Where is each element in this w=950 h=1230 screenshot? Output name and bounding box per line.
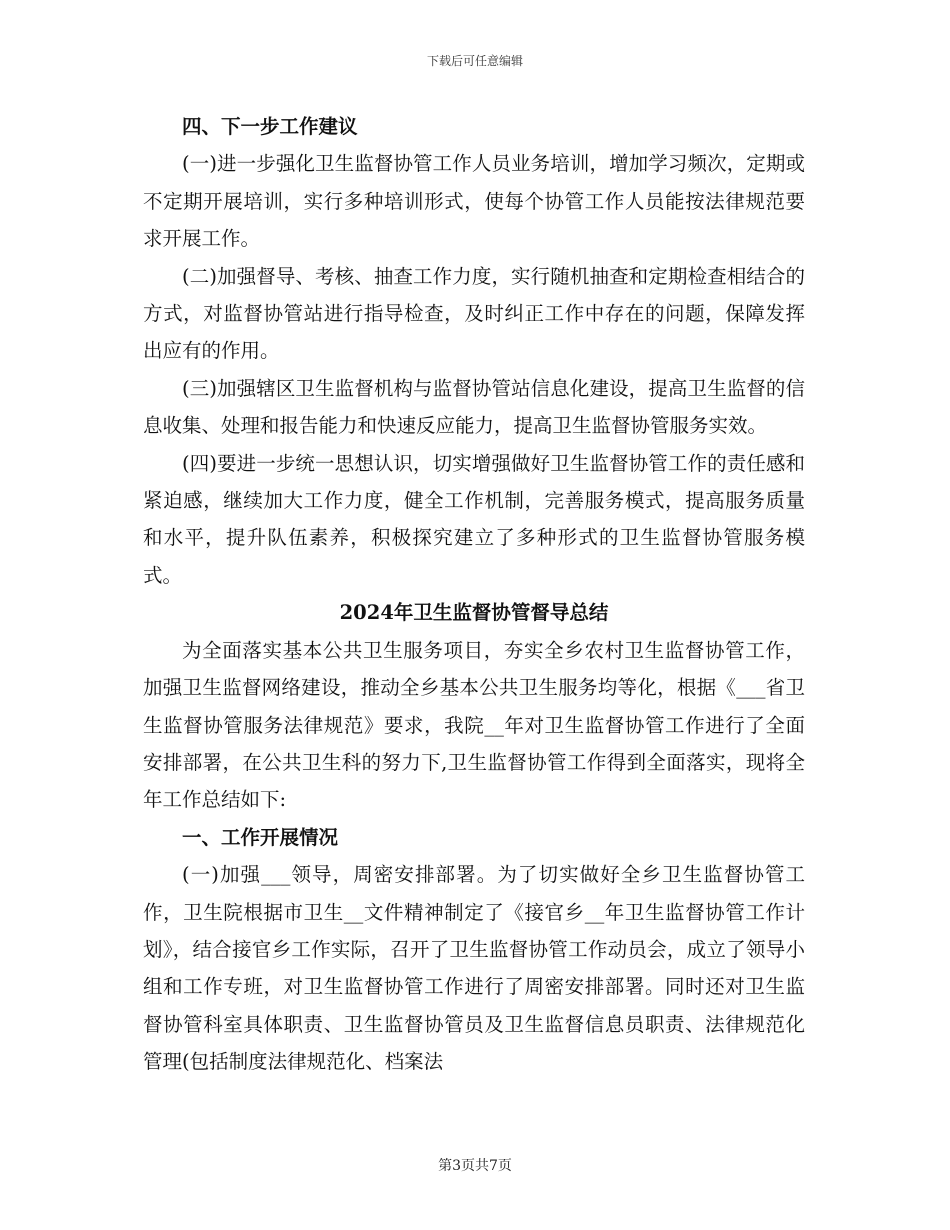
page-header: 下载后可任意编辑 (426, 54, 523, 68)
section4-paragraph-4: (四)要进一步统一思想认识，切实增强做好卫生监督协管工作的责任感和紧迫感，继续加大工作力度，健全工作机制，完善服务模式，提高服务质量和水平，提升队伍素养，积极探究建立了多种形式的卫生监督协管服务模式。 (143, 451, 805, 587)
document-body (143, 108, 805, 1081)
section1-heading: 一、工作开展情况 (182, 825, 339, 849)
section1-paragraph-1: (一)加强___领导，周密安排部署。为了切实做好全乡卫生监督协管工作，卫生院根据市卫生__文件精神制定了《接官乡__年卫生监督协管工作计划》，结合接官乡工作实际，召开了卫生监督协管工作动员会，成立了领导小组和工作专班，对卫生监督协管工作进行了周密安排部署。同时还对卫生监督协管科室具体职责、卫生监督协管员及卫生监督信息员职责、法律规范化管理(包括制度法律规范化、档案法 (143, 863, 805, 1074)
page-footer: 第3页共7页 (438, 1158, 512, 1174)
summary-intro: 为全面落实基本公共卫生服务项目，夯实全乡农村卫生监督协管工作，加强卫生监督网络建设，推动全乡基本公共卫生服务均等化，根据《___省卫生监督协管服务法律规范》要求，我院__年对卫生监督协管工作进行了全面安排部署，在公共卫生科的努力下,卫生监督协管工作得到全面落实，现将全年工作总结如下: (143, 638, 805, 812)
summary-title: 2024年卫生监督协管督导总结 (339, 601, 609, 625)
section4-paragraph-1: (一)进一步强化卫生监督协管工作人员业务培训，增加学习频次，定期或不定期开展培训，实行多种培训形式，使每个协管工作人员能按法律规范要求开展工作。 (143, 152, 805, 251)
section4-paragraph-2: (二)加强督导、考核、抽查工作力度，实行随机抽查和定期检查相结合的方式，对监督协管站进行指导检查，及时纠正工作中存在的问题，保障发挥出应有的作用。 (143, 264, 805, 363)
section4-paragraph-3: (三)加强辖区卫生监督机构与监督协管站信息化建设，提高卫生监督的信息收集、处理和报告能力和快速反应能力，提高卫生监督协管服务实效。 (143, 376, 805, 438)
section4-heading: 四、下一步工作建议 (182, 115, 358, 138)
